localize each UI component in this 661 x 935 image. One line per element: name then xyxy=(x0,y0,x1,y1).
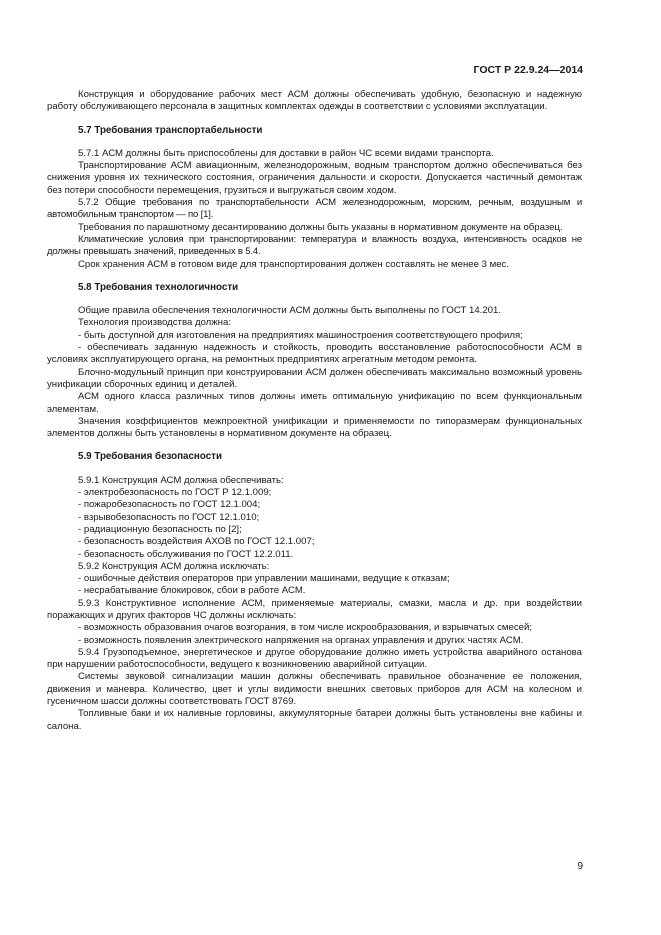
paragraph: 5.9.3 Конструктивное исполнение АСМ, применяемые материалы, смазки, масла и др. при воздействии поражающих и других факторов ЧС должны исключать: xyxy=(47,597,582,621)
paragraph: 5.9.4 Грузоподъемное, энергетическое и другое оборудование должно иметь устройства аварийного останова при нарушении работоспособности, ведущего к возникновению аварийной ситуации. xyxy=(47,646,582,671)
paragraph: 5.7.2 Общие требования по транспортабельности АСМ железнодорожным, морским, речным, воздушным и автомобильным транспортом — по [1]. xyxy=(47,197,582,221)
paragraph: Топливные баки и их наливные горловины, аккумуляторные батареи должны быть установлены вне кабины и салона. xyxy=(47,708,582,732)
section-5-7-heading: 5.7 Требования транспортабельности xyxy=(78,124,263,136)
list-item: - взрывобезопасность по ГОСТ 12.1.010; xyxy=(78,511,260,523)
paragraph: Блочно-модульный принцип при конструировании АСМ должен обеспечивать максимально возможный уровень унификации сборочных единиц и деталей. xyxy=(47,366,582,390)
section-5-8-heading: 5.8 Требования технологичности xyxy=(78,281,239,293)
list-item: - ошибочные действия операторов при управлении машинами, ведущие к отказам; xyxy=(78,573,450,585)
paragraph: Общие правила обеспечения технологичности АСМ должны быть выполнены по ГОСТ 14.201. xyxy=(78,305,501,317)
paragraph: Значения коэффициентов межпроектной унификации и применяемости по типоразмерам функциональных элементов должны быть установлены в нормативном документе на образец. xyxy=(47,415,582,440)
paragraph: Системы звуковой сигнализации машин должны обеспечивать правильное обозначение ее положения, движения и маневра. Количество, цвет и углы видимости внешних световых приборов для АСМ на колесном и гусеничном шасси должны соответствовать ГОСТ 8769. xyxy=(47,671,582,708)
paragraph: 5.9.1 Конструкция АСМ должна обеспечивать: xyxy=(78,474,284,486)
intro-paragraph: Конструкция и оборудование рабочих мест АСМ должны обеспечивать удобную, безопасную и надежную работу обслуживающего персонала в защитных комплектах одежды в соответствии с условиями эксплуатации. xyxy=(47,89,582,113)
page-number: 9 xyxy=(577,861,583,872)
paragraph: Срок хранения АСМ в готовом виде для транспортирования должен составлять не менее 3 мес. xyxy=(78,258,510,270)
section-5-9-heading: 5.9 Требования безопасности xyxy=(78,451,222,463)
list-item: - электробезопасность по ГОСТ Р 12.1.009; xyxy=(78,487,272,499)
list-item: - безопасность воздействия АХОВ по ГОСТ 12.1.007; xyxy=(78,536,315,548)
document-code: ГОСТ Р 22.9.24—2014 xyxy=(473,64,583,76)
paragraph: АСМ одного класса различных типов должны иметь оптимальную унификацию по всем функциональным элементам. xyxy=(47,391,582,415)
page-body xyxy=(47,89,582,733)
list-item: - быть доступной для изготовления на предприятиях машиностроения соответствующего профиля; xyxy=(78,329,523,341)
list-item: - радиационную безопасность по [2]; xyxy=(78,523,242,535)
paragraph: Технология производства должна: xyxy=(78,317,231,329)
list-item: - возможность появления электрического напряжения на органах управления и других частях АСМ. xyxy=(78,634,524,646)
paragraph: 5.7.1 АСМ должны быть приспособлены для доставки в район ЧС всеми видами транспорта. xyxy=(78,147,494,159)
list-item: - пожаробезопасность по ГОСТ 12.1.004; xyxy=(78,499,261,511)
list-item: - безопасность обслуживания по ГОСТ 12.2.011. xyxy=(78,548,294,560)
list-item: - возможность образования очагов возгорания, в том числе искрообразования, и взрывчатых смесей; xyxy=(78,622,533,634)
paragraph: Требования по парашютному десантированию должны быть указаны в нормативном документе на образец. xyxy=(78,221,563,233)
list-item: - обеспечивать заданную надежность и стойкость, проводить восстановление работоспособности АСМ в условиях эксплуатирующего органа, на ремонтных предприятиях агрегатным методом ремонта. xyxy=(47,342,582,366)
paragraph: Транспортирование АСМ авиационным, железнодорожным, водным транспортом должно обеспечиваться без снижения уровня их технического состояния, ограничения дальности и скорости. Допускается частичный демонтаж без потери способности перемещения, грузиться и выгружаться своим ходом. xyxy=(47,160,582,196)
list-item: - несрабатывание блокировок, сбои в работе АСМ. xyxy=(78,585,306,597)
paragraph: 5.9.2 Конструкция АСМ должна исключать: xyxy=(78,560,270,572)
paragraph: Климатические условия при транспортировании: температура и влажность воздуха, интенсивность осадков не должны превышать значений, приведенных в 5.4. xyxy=(47,233,582,258)
